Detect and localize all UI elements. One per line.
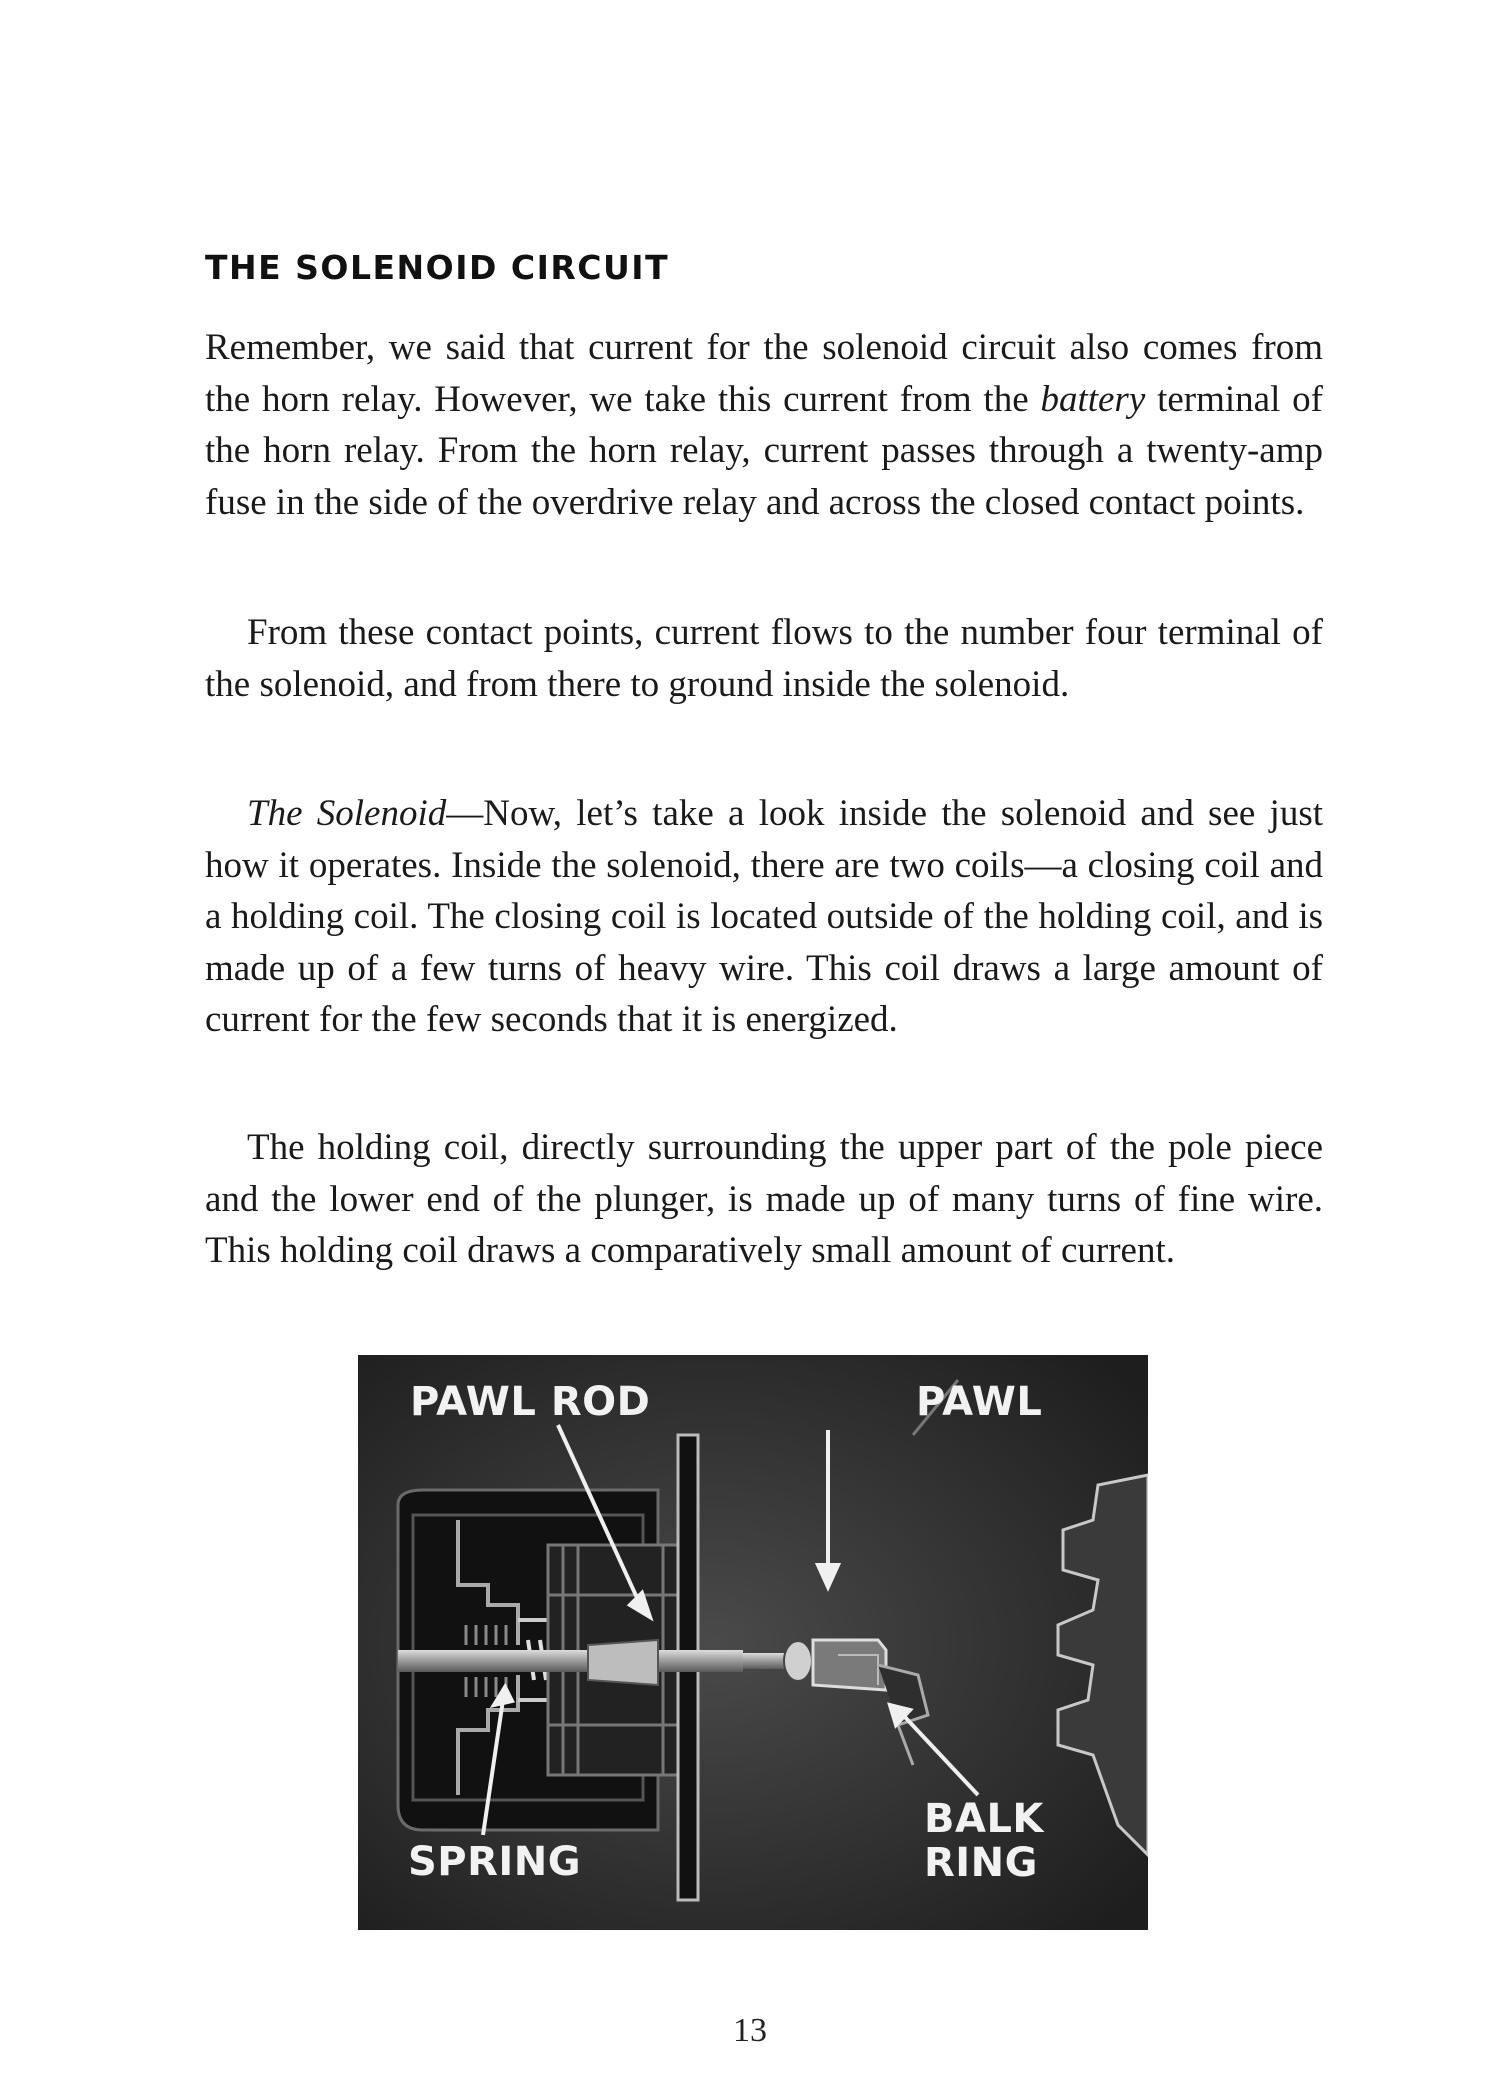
solenoid-figure — [358, 1355, 1148, 1930]
paragraph-4: The holding coil, directly surrounding the upper part of the pole piece and the lower end of the plunger, is made up of many turns of fine wire. This holding coil draws a comparatively small amount of current. — [205, 1127, 1323, 1271]
paragraph-1-text-b: terminal of the horn relay. From the horn relay, current passes through a twenty-amp fuse in the side of the overdrive relay and across the closed contact points. — [205, 378, 1323, 523]
paragraph-1 — [205, 322, 1323, 528]
label-balk-ring — [924, 1797, 1044, 1885]
paragraph-1-italic: battery — [1040, 378, 1146, 420]
paragraph-3-text: —Now, let’s take a look inside the solenoid and see just how it operates. Inside the solenoid, there are two coils—a closing coil and a holding coil. The closing coil is located outside of the holding coil, and is made up of a few turns of heavy wire. This coil draws a large amount of current for the few seconds that it is energized. — [205, 793, 1323, 1040]
paragraph-3 — [205, 788, 1323, 1046]
label-pawl-rod: PAWL ROD — [410, 1379, 651, 1425]
page-number: 13 — [733, 2012, 767, 2049]
paragraph-3-italic-heading: The Solenoid — [247, 793, 447, 834]
label-balk-line-2: RING — [924, 1840, 1038, 1886]
label-spring: SPRING — [408, 1839, 582, 1885]
label-balk-line-1: BALK — [924, 1796, 1044, 1842]
section-heading: THE SOLENOID CIRCUIT — [205, 248, 670, 287]
paragraph-2: From these contact points, current flows to the number four terminal of the solenoid, and from there to ground inside the solenoid. — [205, 612, 1323, 705]
paragraph-1-text-a: Remember, we said that current for the solenoid circuit also comes from the horn relay. However, we take this current from the — [205, 327, 1323, 420]
label-pawl: PAWL — [916, 1379, 1043, 1425]
